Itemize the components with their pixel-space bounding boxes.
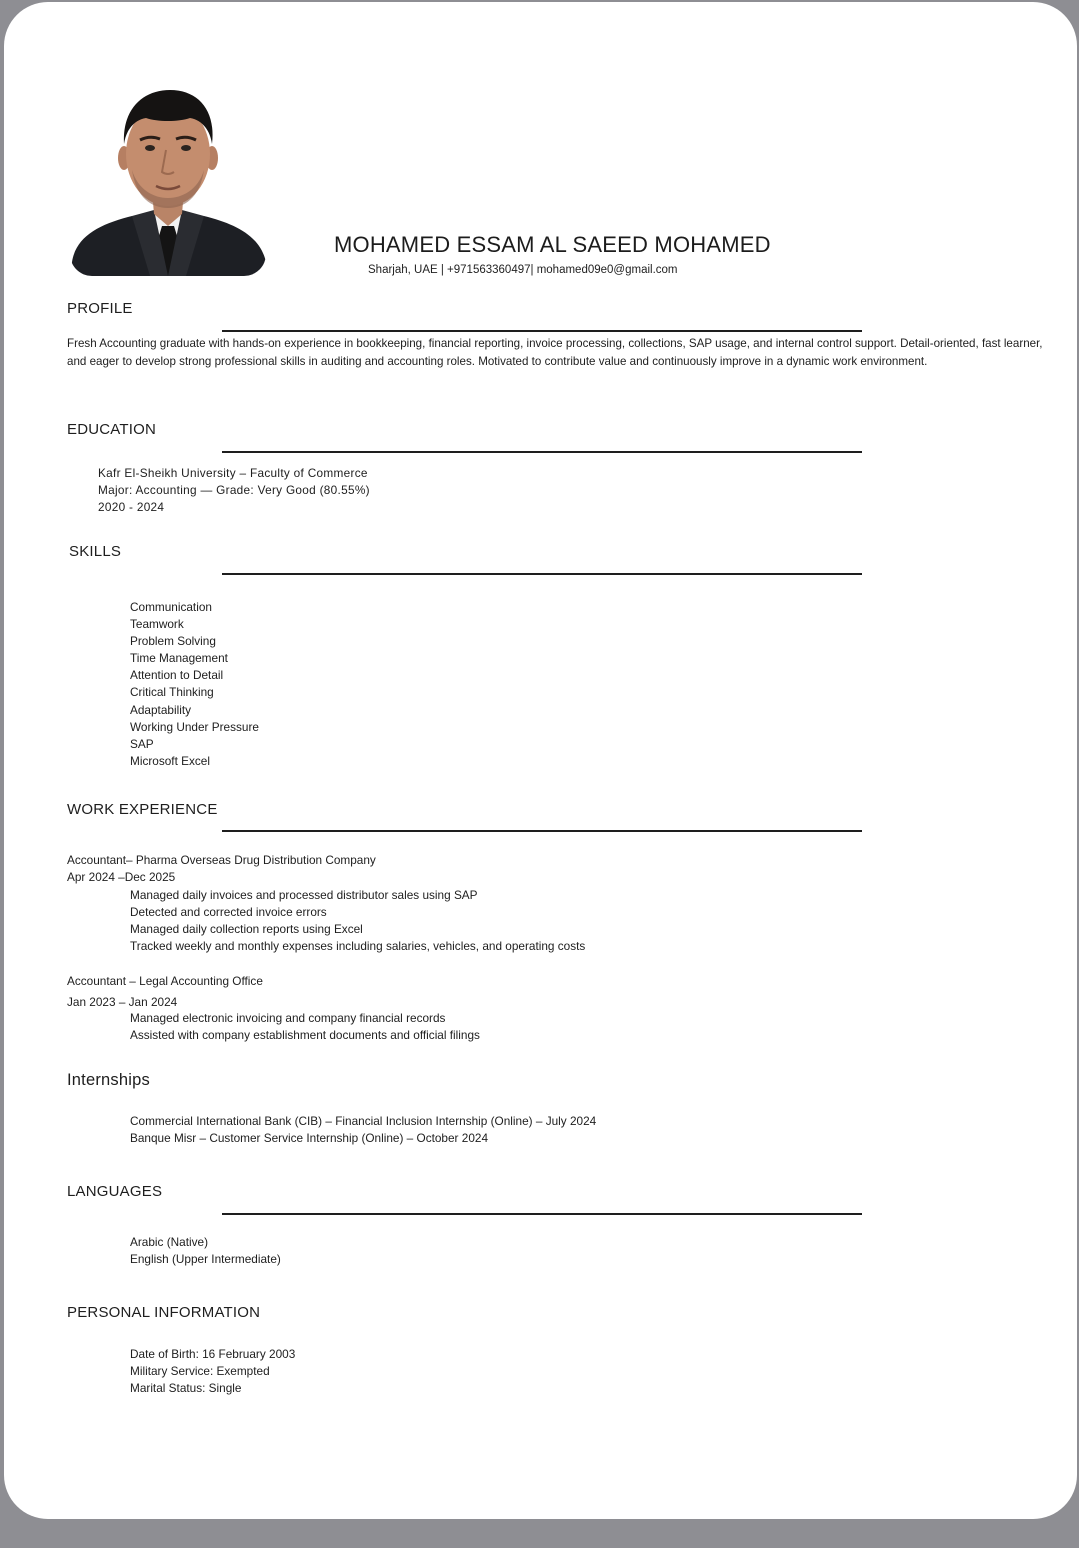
job-entry bbox=[67, 973, 263, 990]
list-item: Managed daily invoices and processed distributor sales using SAP bbox=[130, 888, 478, 902]
list-item: Commercial International Bank (CIB) – Financial Inclusion Internship (Online) – July 2024 bbox=[130, 1114, 597, 1128]
personal-heading: PERSONAL INFORMATION bbox=[67, 1304, 261, 1321]
list-item: Banque Misr – Customer Service Internship (Online) – October 2024 bbox=[130, 1131, 489, 1146]
skills-divider bbox=[222, 573, 862, 575]
job-entry bbox=[67, 852, 376, 886]
list-item: Time Management bbox=[130, 651, 228, 666]
personal-list bbox=[130, 1346, 295, 1397]
languages-divider bbox=[222, 1213, 862, 1215]
skills-list bbox=[130, 599, 259, 770]
work-divider bbox=[222, 830, 862, 832]
list-item: SAP bbox=[130, 736, 154, 751]
education-years: 2020 - 2024 bbox=[98, 500, 165, 515]
list-item: Assisted with company establishment documents and official filings bbox=[130, 1028, 480, 1043]
contact-line: Sharjah, UAE | +971563360497| mohamed09e0@gmail.com bbox=[368, 264, 678, 276]
list-item: Critical Thinking bbox=[130, 685, 214, 700]
list-item: Microsoft Excel bbox=[130, 753, 210, 768]
list-item: Tracked weekly and monthly expenses including salaries, vehicles, and operating costs bbox=[130, 939, 586, 954]
list-item: Problem Solving bbox=[130, 634, 216, 649]
list-item: Date of Birth: 16 February 2003 bbox=[130, 1347, 296, 1361]
education-institution: Kafr El-Sheikh University – Faculty of Commerce bbox=[98, 466, 368, 480]
profile-summary: Fresh Accounting graduate with hands-on experience in bookkeeping, financial reporting, invoice processing, collections, SAP usage, and internal control support. Detail-oriented, fast learner, and eager to develop strong professional skills in auditing and accounting roles. Motivated to contribute value and continuously improve in a dynamic work environment. bbox=[67, 337, 1043, 368]
list-item: English (Upper Intermediate) bbox=[130, 1252, 281, 1267]
list-item: Working Under Pressure bbox=[130, 719, 259, 734]
resume-page bbox=[4, 2, 1077, 1519]
list-item: Adaptability bbox=[130, 702, 191, 717]
list-item: Communication bbox=[130, 600, 212, 614]
work-heading: WORK EXPERIENCE bbox=[67, 801, 218, 818]
list-item: Managed electronic invoicing and company financial records bbox=[130, 1011, 446, 1025]
languages-heading: LANGUAGES bbox=[67, 1183, 163, 1200]
list-item: Managed daily collection reports using Excel bbox=[130, 922, 363, 937]
job-dates: Apr 2024 –Dec 2025 bbox=[67, 870, 176, 885]
job-dates: Jan 2023 – Jan 2024 bbox=[67, 995, 178, 1009]
internships-list bbox=[130, 1113, 596, 1147]
internships-heading: Internships bbox=[67, 1071, 150, 1089]
profile-divider bbox=[222, 330, 862, 332]
languages-list bbox=[130, 1234, 281, 1268]
list-item: Attention to Detail bbox=[130, 668, 224, 683]
list-item: Teamwork bbox=[130, 617, 184, 632]
education-heading: EDUCATION bbox=[67, 421, 157, 438]
list-item: Military Service: Exempted bbox=[130, 1364, 270, 1379]
list-item: Detected and corrected invoice errors bbox=[130, 905, 327, 920]
candidate-name: MOHAMED ESSAM AL SAEED MOHAMED bbox=[334, 232, 771, 257]
list-item: Arabic (Native) bbox=[130, 1235, 209, 1249]
job-duties bbox=[130, 887, 585, 955]
profile-heading: PROFILE bbox=[67, 300, 133, 317]
education-major: Major: Accounting — Grade: Very Good (80.55%) bbox=[98, 483, 370, 498]
job-duties bbox=[130, 1010, 480, 1044]
job-title: Accountant– Pharma Overseas Drug Distribution Company bbox=[67, 853, 376, 867]
education-details bbox=[98, 465, 370, 517]
education-divider bbox=[222, 451, 862, 453]
job-title: Accountant – Legal Accounting Office bbox=[67, 974, 263, 988]
skills-heading: SKILLS bbox=[69, 543, 122, 560]
profile-photo bbox=[70, 86, 266, 276]
list-item: Marital Status: Single bbox=[130, 1381, 242, 1396]
